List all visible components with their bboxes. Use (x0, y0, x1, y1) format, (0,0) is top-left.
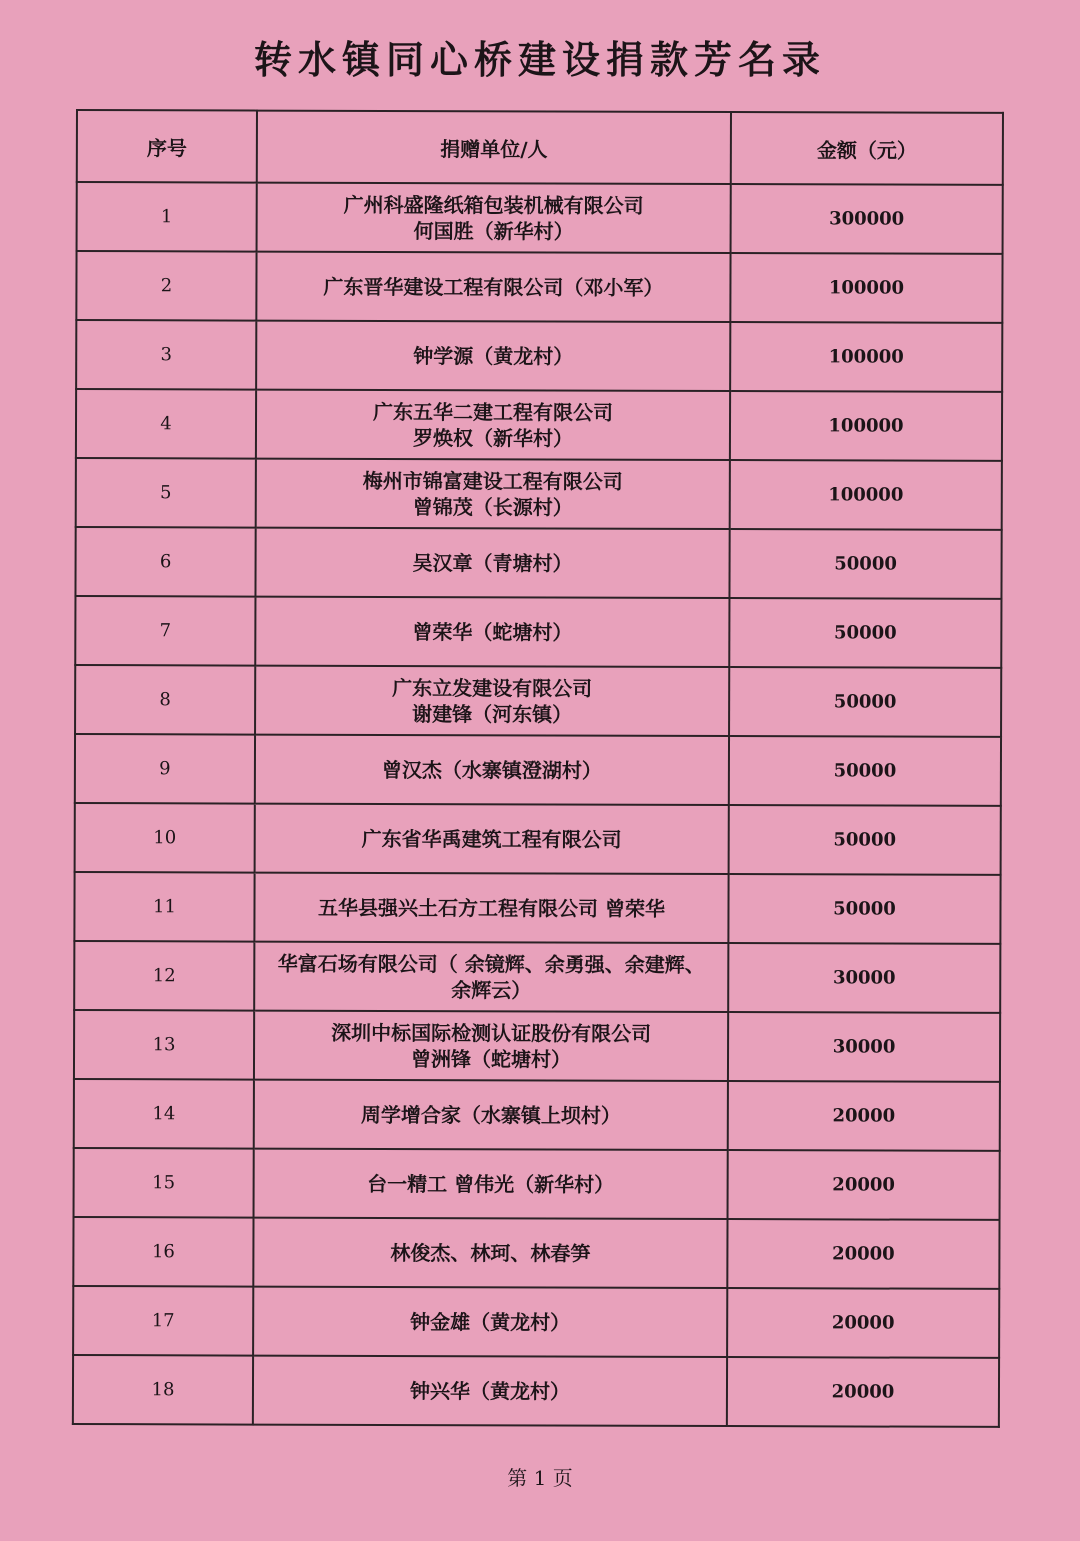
serial-number: 1 (77, 182, 257, 252)
donor-name-line: 广东立发建设有限公司 (392, 675, 593, 701)
donor-name-line: 周学增合家（水寨镇上坝村） (360, 1102, 621, 1128)
table-row (75, 596, 1001, 668)
donation-amount: 30000 (728, 943, 1000, 1013)
serial-number: 7 (75, 596, 255, 666)
donation-amount: 50000 (729, 667, 1001, 737)
donor-cell (256, 390, 730, 460)
serial-number: 17 (73, 1286, 253, 1356)
table-row (76, 320, 1002, 392)
header-donor: 捐赠单位/人 (257, 111, 731, 184)
serial-number: 5 (76, 458, 256, 528)
table-row (74, 941, 1000, 1013)
table-header (77, 110, 1003, 185)
donor-cell (254, 873, 728, 943)
donor-cell (255, 666, 729, 736)
donor-cell (254, 1011, 728, 1081)
serial-number: 9 (75, 734, 255, 804)
header-amount: 金额（元） (731, 112, 1003, 185)
serial-number: 3 (76, 320, 256, 390)
donor-name-line: 钟学源（黄龙村） (413, 343, 574, 369)
donor-name-line: 曾汉杰（水寨镇澄湖村） (381, 757, 602, 783)
donor-cell (254, 942, 728, 1012)
donor-cell (255, 528, 729, 598)
table-row (75, 527, 1001, 599)
donor-cell (253, 1218, 727, 1288)
table-row (77, 182, 1003, 254)
table-row (75, 803, 1001, 875)
donation-amount: 300000 (731, 184, 1003, 254)
donor-cell (256, 321, 730, 391)
table-row (74, 1148, 1000, 1220)
donor-name-line: 梅州市锦富建设工程有限公司 (362, 468, 623, 494)
donor-name-line: 五华县强兴土石方工程有限公司 曾荣华 (317, 895, 666, 921)
header-row (77, 110, 1003, 185)
donor-name-line: 钟金雄（黄龙村） (410, 1309, 571, 1335)
donation-amount: 20000 (727, 1219, 999, 1289)
donor-name-line: 广州科盛隆纸箱包装机械有限公司 (343, 192, 644, 218)
donation-amount: 100000 (730, 460, 1002, 530)
table-body (73, 182, 1003, 1427)
table-row (74, 1010, 1000, 1082)
donor-cell (255, 597, 729, 667)
serial-number: 15 (74, 1148, 254, 1218)
donation-amount: 50000 (729, 805, 1001, 875)
donor-cell (255, 735, 729, 805)
donor-name-line: 吴汉章（青塘村） (412, 550, 573, 576)
donation-amount: 30000 (728, 1012, 1000, 1082)
donation-amount: 50000 (729, 598, 1001, 668)
donor-cell (253, 1356, 727, 1426)
page-title: 转水镇同心桥建设捐款芳名录 (253, 37, 826, 82)
table-row (73, 1217, 999, 1289)
donation-amount: 50000 (729, 529, 1001, 599)
donor-cell (254, 1080, 728, 1150)
donor-name-line: 何国胜（新华村） (413, 218, 574, 244)
table-row (76, 389, 1002, 461)
donor-name-line: 深圳中标国际检测认证股份有限公司 (331, 1020, 652, 1046)
table-row (75, 665, 1001, 737)
header-serial: 序号 (77, 110, 257, 183)
donation-amount: 100000 (730, 253, 1002, 323)
donor-name-line: 台一精工 曾伟光（新华村） (367, 1171, 615, 1197)
serial-number: 18 (73, 1355, 253, 1425)
donor-name-line: 曾洲锋（蛇塘村） (410, 1046, 572, 1072)
donation-amount: 20000 (727, 1357, 999, 1427)
donor-cell (254, 1149, 728, 1219)
table-row (73, 1355, 999, 1427)
serial-number: 14 (74, 1079, 254, 1149)
serial-number: 16 (73, 1217, 253, 1287)
table-row (73, 1286, 999, 1358)
donor-name-line: 林俊杰、林珂、林春笋 (390, 1240, 591, 1266)
donor-name-line: 钟兴华（黄龙村） (409, 1378, 571, 1404)
donor-name-line: 华富石场有限公司（ 余镜辉、余勇强、余建辉、 (277, 951, 705, 977)
donor-cell (257, 183, 731, 253)
donation-amount: 20000 (728, 1150, 1000, 1220)
donor-cell (256, 252, 730, 322)
donor-cell (256, 459, 730, 529)
donor-name-line: 广东晋华建设工程有限公司（邓小军） (323, 274, 664, 300)
donation-amount: 20000 (727, 1288, 999, 1358)
donor-name-line: 广东省华禹建筑工程有限公司 (361, 826, 622, 852)
serial-number: 4 (76, 389, 256, 459)
serial-number: 12 (74, 941, 254, 1011)
serial-number: 13 (74, 1010, 254, 1080)
serial-number: 6 (75, 527, 255, 597)
table-row (75, 734, 1001, 806)
donation-amount: 50000 (729, 736, 1001, 806)
donor-name-line: 曾锦茂（长源村） (412, 494, 573, 520)
donor-name-line: 广东五华二建工程有限公司 (373, 399, 614, 425)
donor-name-line: 谢建锋（河东镇） (412, 701, 573, 727)
donation-amount: 20000 (728, 1081, 1000, 1151)
donor-name-line: 罗焕权（新华村） (412, 425, 574, 451)
page-number: 第 1 页 (507, 1466, 573, 1490)
donation-amount: 50000 (728, 874, 1000, 944)
table-row (76, 251, 1002, 323)
donation-amount: 100000 (730, 391, 1002, 461)
donation-table (72, 109, 1004, 1428)
serial-number: 8 (75, 665, 255, 735)
serial-number: 11 (74, 872, 254, 942)
table-row (74, 872, 1000, 944)
serial-number: 2 (76, 251, 256, 321)
donation-amount: 100000 (730, 322, 1002, 392)
table-row (76, 458, 1002, 530)
table-row (74, 1079, 1000, 1151)
donor-name-line: 余辉云） (451, 977, 532, 1002)
donor-cell (253, 1287, 727, 1357)
donor-cell (255, 804, 729, 874)
serial-number: 10 (75, 803, 255, 873)
donor-name-line: 曾荣华（蛇塘村） (412, 619, 573, 645)
